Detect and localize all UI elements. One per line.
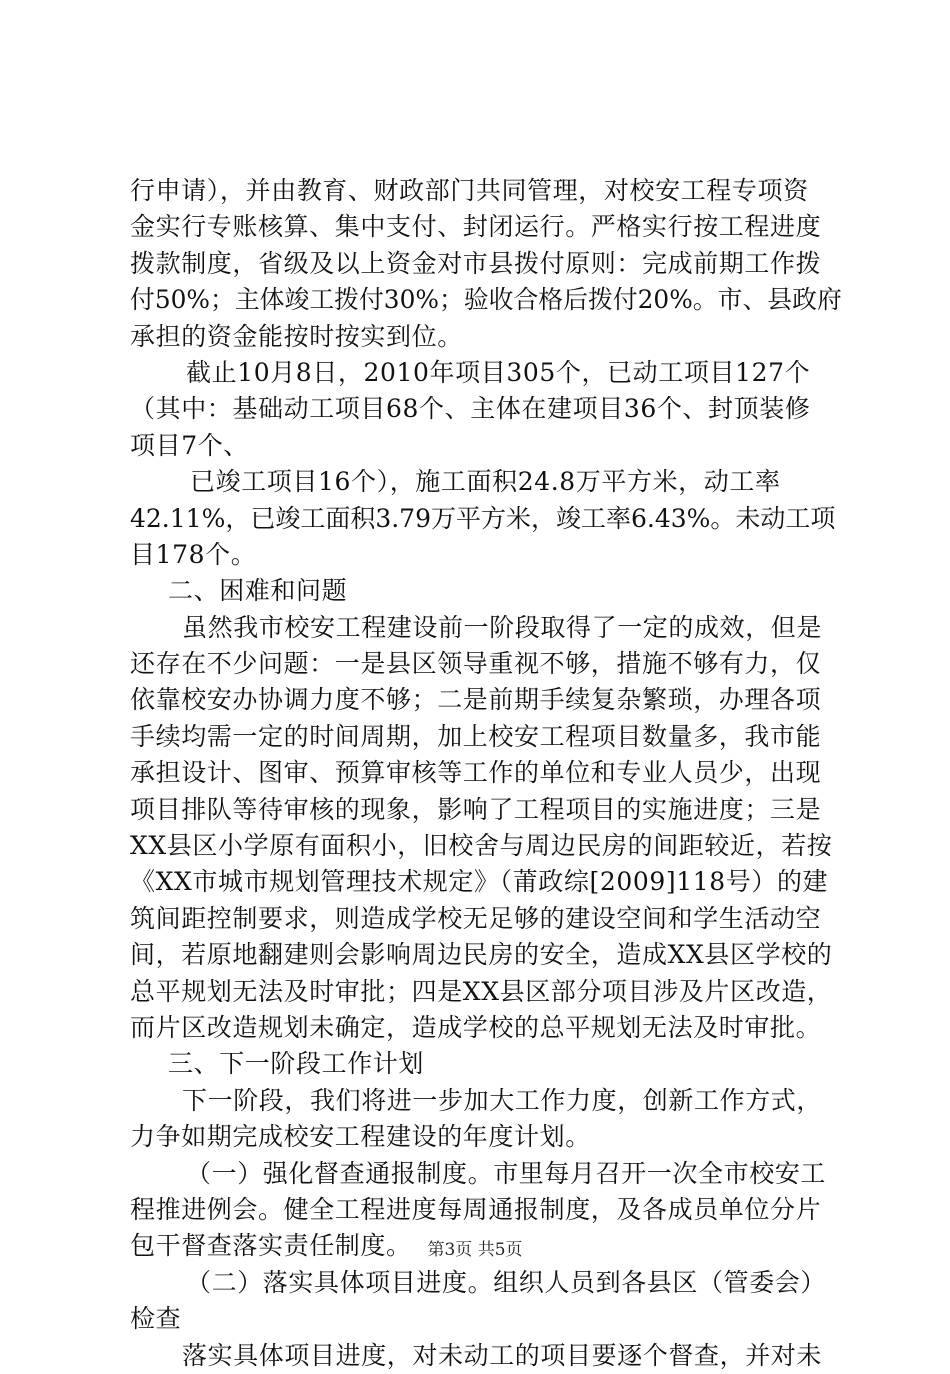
text-line: （二）落实具体项目进度。组织人员到各县区（管委会） <box>186 1267 827 1297</box>
text-line: 虽然我市校安工程建设前一阶段取得了一定的成效，但是 <box>182 612 823 642</box>
text-line: 《XX市城市规划管理技术规定》（莆政综[2009]118号）的建 <box>130 867 829 897</box>
text-line: （其中：基础动工项目68个、主体在建项目36个、封顶装修 <box>130 394 811 424</box>
text-line: 项目排队等待审核的现象，影响了工程项目的实施进度；三是 <box>130 794 822 824</box>
text-line: 而片区改造规划未确定，造成学校的总平规划无法及时审批。 <box>130 1012 822 1042</box>
text-line: 行申请），并由教育、财政部门共同管理，对校安工程专项资 <box>130 176 809 205</box>
text-line: 项目7个、 <box>130 430 249 460</box>
text-line: 手续均需一定的时间周期，加上校安工程项目数量多，我市能 <box>130 721 822 751</box>
text-line: 依靠校安办协调力度不够；二是前期手续复杂繁琐，办理各项 <box>130 685 822 715</box>
text-line: 二、困难和问题 <box>168 576 348 606</box>
text-line: 间，若原地翻建则会影响周边民房的安全，造成XX县区学校的 <box>130 940 833 970</box>
text-line: 付50%；主体竣工拨付30%；验收合格后拨付20%。市、县政府 <box>130 285 842 315</box>
text-line: 拨款制度，省级及以上资金对市县拨付原则：完成前期工作拨 <box>130 248 822 278</box>
text-line: 三、下一阶段工作计划 <box>168 1049 425 1079</box>
text-line: 包干督查落实责任制度。 <box>130 1231 412 1261</box>
text-line: XX县区小学原有面积小，旧校舍与周边民房的间距较近，若按 <box>130 831 833 861</box>
text-line: 承担的资金能按时按实到位。 <box>130 321 463 351</box>
page-footer: 第3页 共5页 <box>427 1240 523 1260</box>
text-line: （一）强化督查通报制度。市里每月召开一次全市校安工 <box>186 1158 827 1188</box>
text-line: 力争如期完成校安工程建设的年度计划。 <box>130 1122 591 1152</box>
text-line: 落实具体项目进度，对未动工的项目要逐个督查，并对未 <box>182 1340 823 1370</box>
text-line: 42.11%，已竣工面积3.79万平方米，竣工率6.43%。未动工项 <box>130 503 836 533</box>
document-body <box>130 173 840 1374</box>
text-line: 截止10月8日，2010年项目305个，已动工项目127个 <box>186 357 811 387</box>
text-line: 金实行专账核算、集中支付、封闭运行。严格实行按工程进度 <box>130 212 822 242</box>
text-line: 检查 <box>130 1304 182 1334</box>
text-line: 承担设计、图审、预算审核等工作的单位和专业人员少，出现 <box>130 758 822 788</box>
text-line: 程推进例会。健全工程进度每周通报制度，及各成员单位分片 <box>130 1194 822 1224</box>
text-line: 目178个。 <box>130 539 257 569</box>
text-line: 总平规划无法及时审批；四是XX县区部分项目涉及片区改造， <box>130 976 833 1006</box>
text-line: 筑间距控制要求，则造成学校无足够的建设空间和学生活动空 <box>130 903 822 933</box>
text-line: 已竣工项目16个），施工面积24.8万平方米，动工率 <box>190 467 781 497</box>
text-line: 下一阶段，我们将进一步加大工作力度，创新工作方式， <box>182 1085 823 1115</box>
text-line: 还存在不少问题：一是县区领导重视不够，措施不够有力，仅 <box>130 649 822 679</box>
